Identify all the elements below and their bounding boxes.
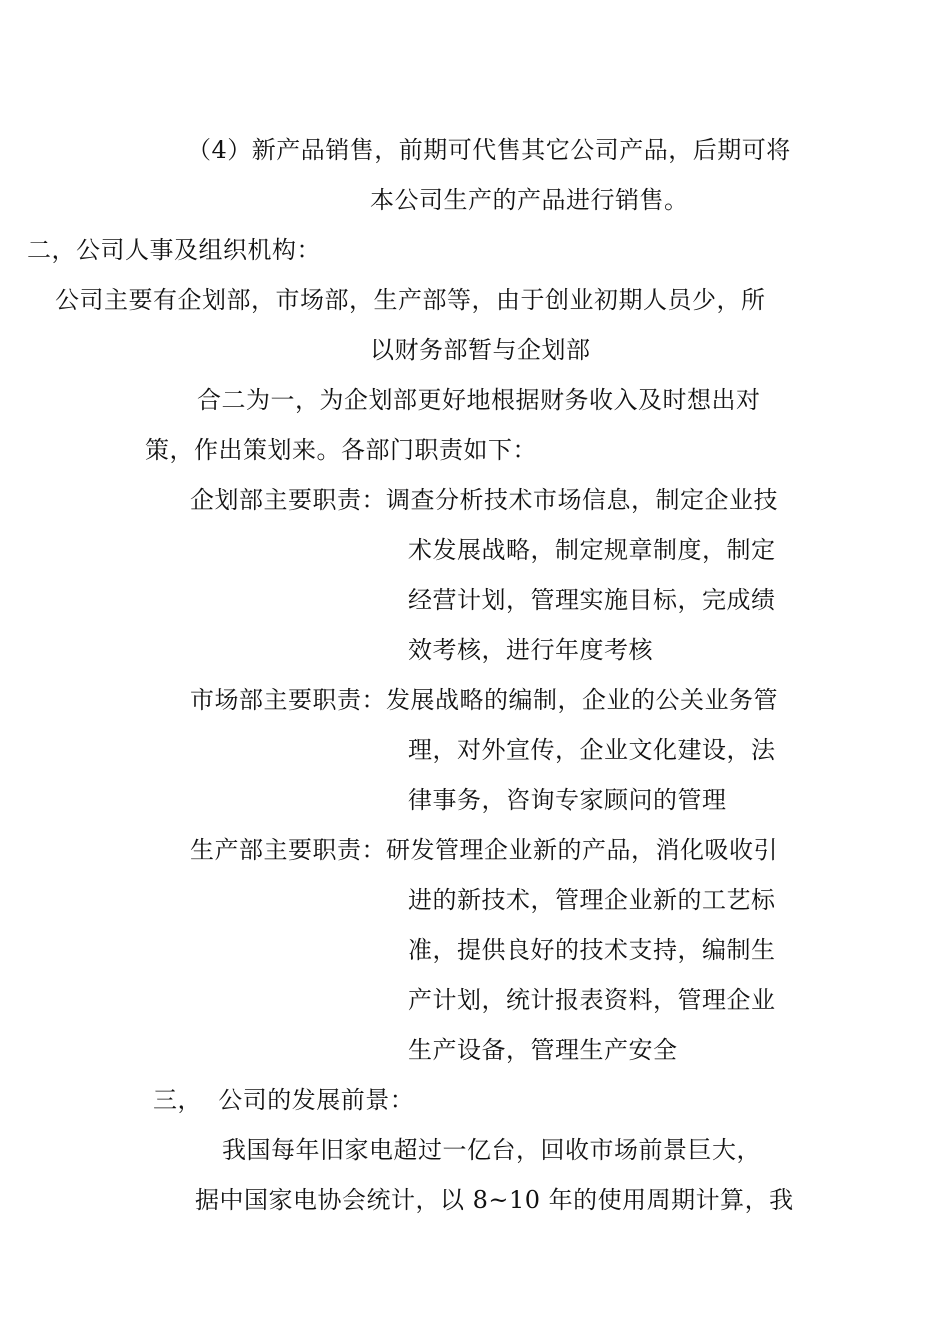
- text-line: 效考核，进行年度考核: [408, 636, 653, 664]
- section-heading: 二，公司人事及组织机构：: [27, 236, 321, 264]
- text-line: 准，提供良好的技术支持，编制生: [408, 936, 776, 964]
- text-line: 理，对外宣传，企业文化建设，法: [408, 736, 776, 764]
- text-line: （4）新产品销售，前期可代售其它公司产品，后期可将: [187, 136, 791, 164]
- text-line: 合二为一，为企划部更好地根据财务收入及时想出对: [197, 386, 761, 414]
- text-line: 产计划，统计报表资料，管理企业: [408, 986, 776, 1014]
- text-line: 术发展战略，制定规章制度，制定: [408, 536, 776, 564]
- text-line: 企划部主要职责：调查分析技术市场信息，制定企业技: [190, 486, 778, 514]
- text-line: 公司主要有企划部，市场部，生产部等，由于创业初期人员少，所: [55, 286, 766, 314]
- text-line: 进的新技术，管理企业新的工艺标: [408, 886, 776, 914]
- text-line: 律事务，咨询专家顾问的管理: [408, 786, 727, 814]
- text-line: 生产设备，管理生产安全: [408, 1036, 678, 1064]
- text-line: 策，作出策划来。各部门职责如下：: [145, 436, 537, 464]
- text-line: 以财务部暂与企划部: [370, 336, 591, 364]
- text-line: 经营计划，管理实施目标，完成绩: [408, 586, 776, 614]
- text-line: 市场部主要职责：发展战略的编制，企业的公关业务管: [190, 686, 778, 714]
- section-heading: 三， 公司的发展前景：: [153, 1086, 415, 1114]
- text-line: 本公司生产的产品进行销售。: [370, 186, 689, 214]
- text-line: 据中国家电协会统计，以 8~10 年的使用周期计算，我: [195, 1186, 794, 1214]
- text-line: 生产部主要职责：研发管理企业新的产品，消化吸收引: [190, 836, 778, 864]
- text-line: 我国每年旧家电超过一亿台，回收市场前景巨大，: [222, 1136, 761, 1164]
